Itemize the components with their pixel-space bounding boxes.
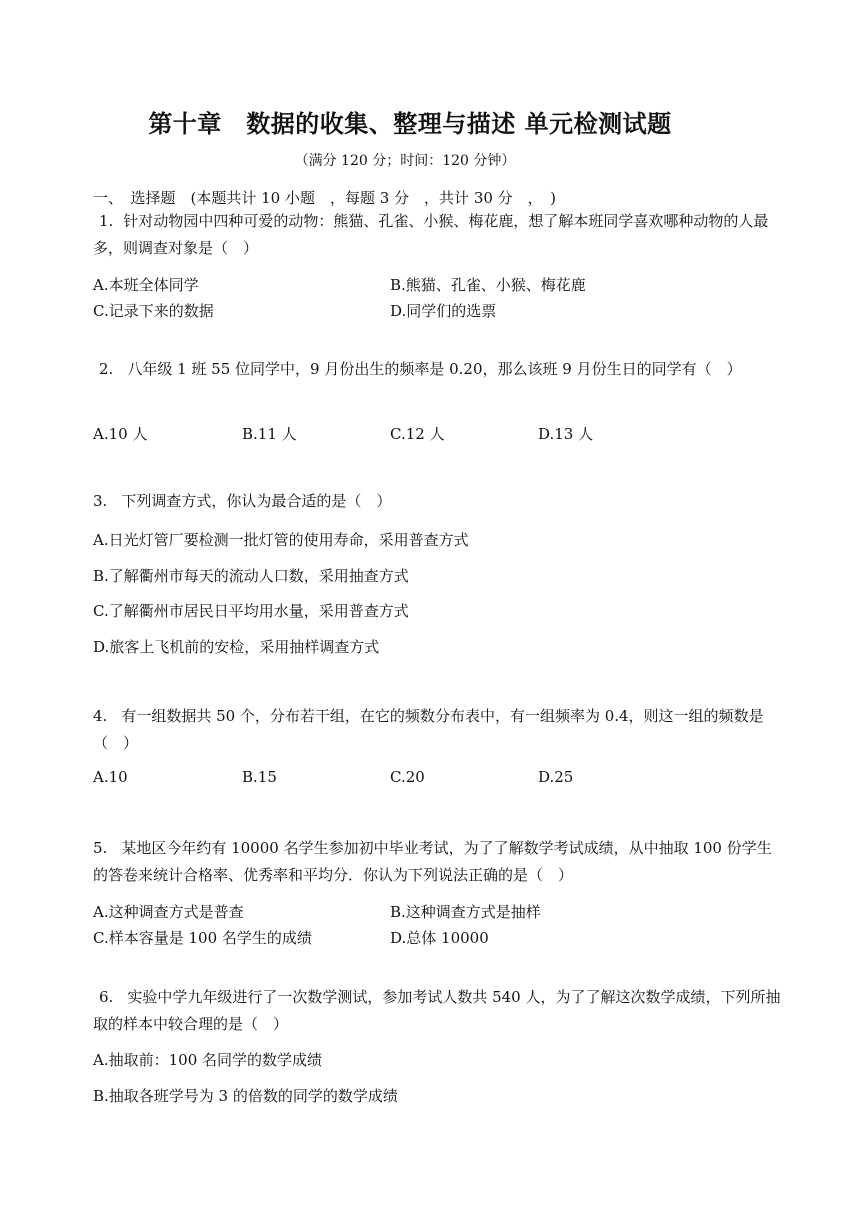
- question-text: 实验中学九年级进行了一次数学测试，参加考试人数共 540 人，为了了解这次数学成绩，下列所抽取的样本中较合理的是（ ）: [93, 988, 781, 1033]
- option-a[interactable]: A.10: [93, 768, 128, 786]
- option-d[interactable]: D.旅客上飞机前的安检，采用抽样调查方式: [93, 638, 380, 656]
- option-b[interactable]: B.11 人: [242, 425, 297, 443]
- option-c[interactable]: C.20: [390, 768, 425, 786]
- option-d[interactable]: D.13 人: [538, 425, 594, 443]
- option-b[interactable]: B.这种调查方式是抽样: [390, 903, 541, 921]
- question-text: 某地区今年约有 10000 名学生参加初中毕业考试，为了了解数学考试成绩，从中抽取 100 份学生的答卷来统计合格率、优秀率和平均分．你认为下列说法正确的是（ ）: [93, 839, 772, 884]
- question-number: 1.: [99, 212, 114, 230]
- section-heading: 一、 选择题 (本题共计 10 小题 ，每题 3 分 ，共计 30 分 ， ): [93, 189, 557, 207]
- option-c[interactable]: C.了解衢州市居民日平均用水量，采用普查方式: [93, 602, 409, 620]
- option-c[interactable]: C.12 人: [390, 425, 445, 443]
- option-b[interactable]: B.熊猫、孔雀、小猴、梅花鹿: [390, 276, 586, 294]
- page-subtitle: （满分 120 分；时间：120 分钟）: [294, 153, 516, 169]
- page-title: 第十章 数据的收集、整理与描述 单元检测试题: [148, 110, 672, 138]
- option-a[interactable]: A.日光灯管厂要检测一批灯管的使用寿命，采用普查方式: [93, 531, 469, 549]
- option-a[interactable]: A.抽取前：100 名同学的数学成绩: [93, 1051, 323, 1069]
- question-number: 5.: [93, 839, 108, 857]
- question-1: [93, 208, 783, 262]
- option-c[interactable]: C.记录下来的数据: [93, 302, 214, 320]
- question-number: 2.: [99, 360, 114, 378]
- option-b[interactable]: B.抽取各班学号为 3 的倍数的同学的数学成绩: [93, 1087, 398, 1105]
- question-3: [93, 488, 783, 515]
- question-5: [93, 835, 783, 889]
- question-text: 八年级 1 班 55 位同学中，9 月份出生的频率是 0.20，那么该班 9 月份生日的同学有（ ）: [127, 360, 742, 378]
- option-a[interactable]: A.这种调查方式是普查: [93, 903, 244, 921]
- option-d[interactable]: D.总体 10000: [390, 929, 489, 947]
- option-c[interactable]: C.样本容量是 100 名学生的成绩: [93, 929, 312, 947]
- question-2: [93, 356, 783, 383]
- question-4: [93, 703, 783, 757]
- question-number: 4.: [93, 707, 108, 725]
- option-b[interactable]: B.15: [242, 768, 277, 786]
- option-a[interactable]: A.本班全体同学: [93, 276, 199, 294]
- question-number: 6.: [99, 988, 114, 1006]
- question-text: 有一组数据共 50 个，分布若干组，在它的频数分布表中，有一组频率为 0.4，则这一组的频数是（ ）: [93, 707, 764, 752]
- option-d[interactable]: D.25: [538, 768, 574, 786]
- question-text: 针对动物园中四种可爱的动物：熊猫、孔雀、小猴、梅花鹿，想了解本班同学喜欢哪种动物的人最多，则调查对象是（ ）: [93, 212, 769, 257]
- question-text: 下列调查方式，你认为最合适的是（ ）: [121, 492, 392, 510]
- option-d[interactable]: D.同学们的选票: [390, 302, 497, 320]
- question-6: [93, 984, 783, 1038]
- option-a[interactable]: A.10 人: [93, 425, 148, 443]
- question-number: 3.: [93, 492, 108, 510]
- option-b[interactable]: B.了解衢州市每天的流动人口数，采用抽查方式: [93, 567, 409, 585]
